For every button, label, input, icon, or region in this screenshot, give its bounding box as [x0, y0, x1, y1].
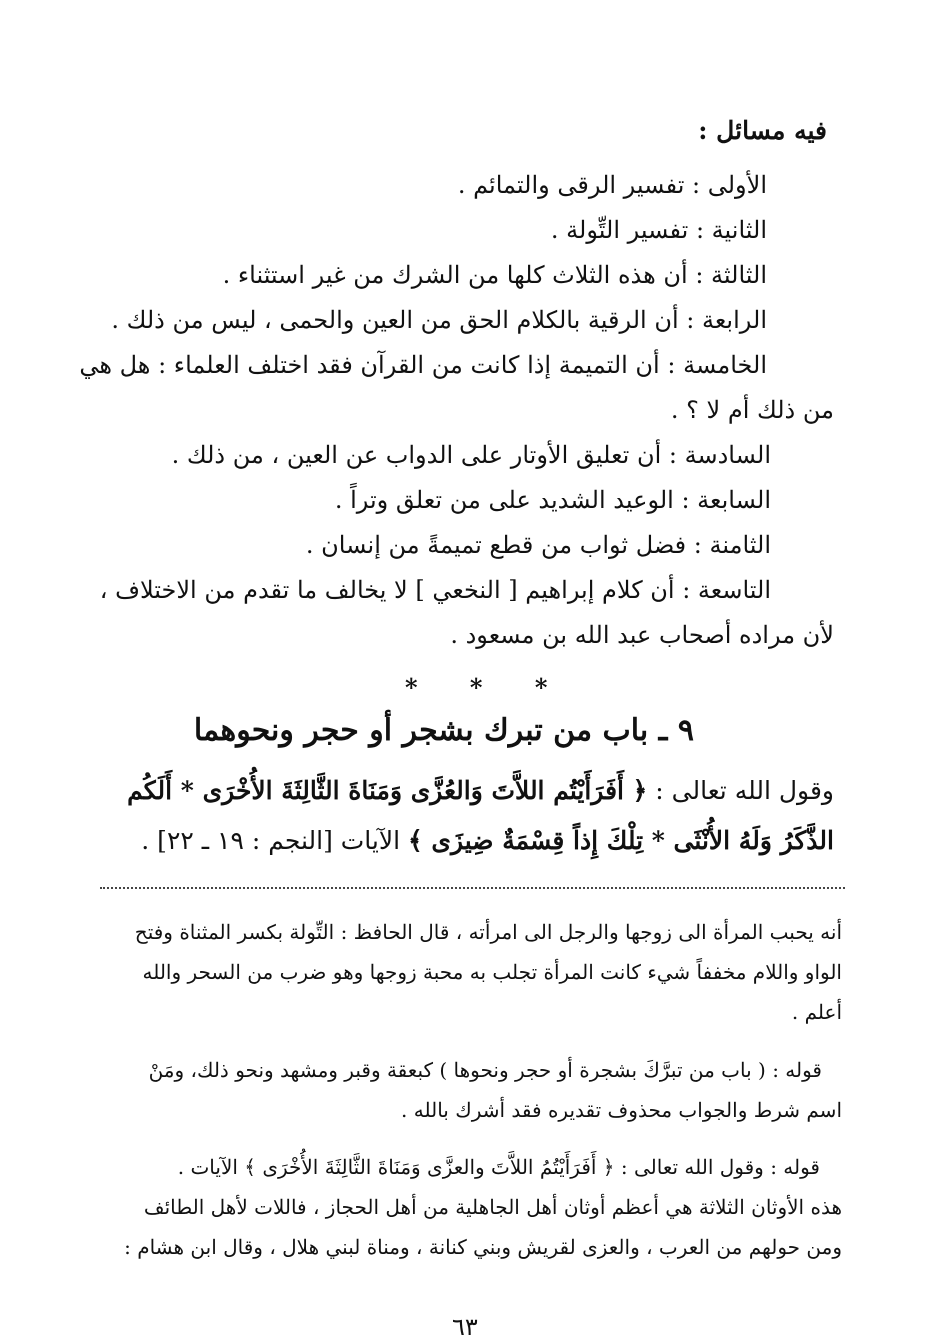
- quran-verse-line-2: [141, 826, 834, 855]
- chapter-title: ٩ ـ باب من تبرك بشجر أو حجر ونحوهما: [193, 713, 694, 748]
- verse-reference: الآيات [النجم : ١٩ ـ ٢٢] .: [141, 826, 409, 855]
- commentary-line: اسم شرط والجواب محذوف تقديره فقد أشرك بالله .: [401, 1098, 842, 1122]
- issue-item: الأولى : تفسير الرقى والتمائم .: [457, 171, 767, 199]
- issue-item-continuation: من ذلك أم لا ؟ .: [670, 396, 834, 424]
- issue-item: الرابعة : أن الرقية بالكلام الحق من العين والحمى ، ليس من ذلك .: [111, 306, 767, 334]
- issue-item: السادسة : أن تعليق الأوتار على الدواب عن العين ، من ذلك .: [171, 441, 771, 469]
- commentary-line: ومن حولهم من العرب ، والعزى لقريش وبني كنانة ، ومناة لبني هلال ، وقال ابن هشام :: [124, 1235, 842, 1259]
- issue-item-continuation: لأن مراده أصحاب عبد الله بن مسعود .: [450, 621, 834, 649]
- quran-text: ﴿ أَفَرَأَيْتُم اللاَّتَ وَالعُزَّى وَمَنَاةَ الثَّالِثَةَ الأُخْرَى * أَلَكُم: [127, 776, 648, 805]
- verse-intro: وقول الله تعالى :: [647, 776, 834, 805]
- quran-verse-line-1: [127, 776, 834, 805]
- commentary-line: قوله : وقول الله تعالى : ﴿ أَفَرَأَيْتُمُ اللاَّتَ والعزَّى وَمَنَاةَ الثَّالِثَةَ الأُخْرَى ﴾ الآيات .: [177, 1155, 820, 1179]
- issue-item: السابعة : الوعيد الشديد على من تعلق وتراً .: [334, 486, 771, 514]
- section-heading: فيه مسائل :: [698, 116, 827, 145]
- page-number: ٦٣: [452, 1313, 478, 1341]
- section-divider-stars: * * *: [405, 673, 570, 702]
- issue-item: الثامنة : فضل ثواب من قطع تميمةً من إنسان .: [305, 531, 771, 559]
- commentary-line: قوله : ( باب من تبرَّكَ بشجرة أو حجر ونحوها ) كبعقة وقبر ومشهد ونحو ذلك، ومَنْ: [148, 1058, 822, 1082]
- footnote-separator: [100, 887, 845, 889]
- commentary-line: هذه الأوثان الثلاثة هي أعظم أوثان أهل الجاهلية من أهل الحجاز ، فاللات لأهل الطائف: [143, 1195, 842, 1219]
- commentary-line: الواو واللام مخففاً شيء كانت المرأة تجلب به محبة زوجها وهو ضرب من السحر والله: [142, 960, 842, 984]
- quran-text: الذَّكَرُ وَلَهُ الأُنْثَى * تِلْكَ إِذاً قِسْمَةٌ ضِيزَى ﴾: [408, 826, 834, 855]
- issue-item: الثالثة : أن هذه الثلاث كلها من الشرك من غير استثناء .: [222, 261, 767, 289]
- issue-item: الخامسة : أن التميمة إذا كانت من القرآن فقد اختلف العلماء : هل هي: [79, 351, 767, 379]
- commentary-line: أعلم .: [791, 1000, 842, 1024]
- issue-item: الثانية : تفسير التِّولة .: [550, 216, 767, 244]
- issue-item: التاسعة : أن كلام إبراهيم [ النخعي ] لا يخالف ما تقدم من الاختلاف ،: [99, 576, 771, 604]
- commentary-line: أنه يحبب المرأة الى زوجها والرجل الى امرأته ، قال الحافظ : التِّولة بكسر المثناة وفتح: [134, 920, 842, 944]
